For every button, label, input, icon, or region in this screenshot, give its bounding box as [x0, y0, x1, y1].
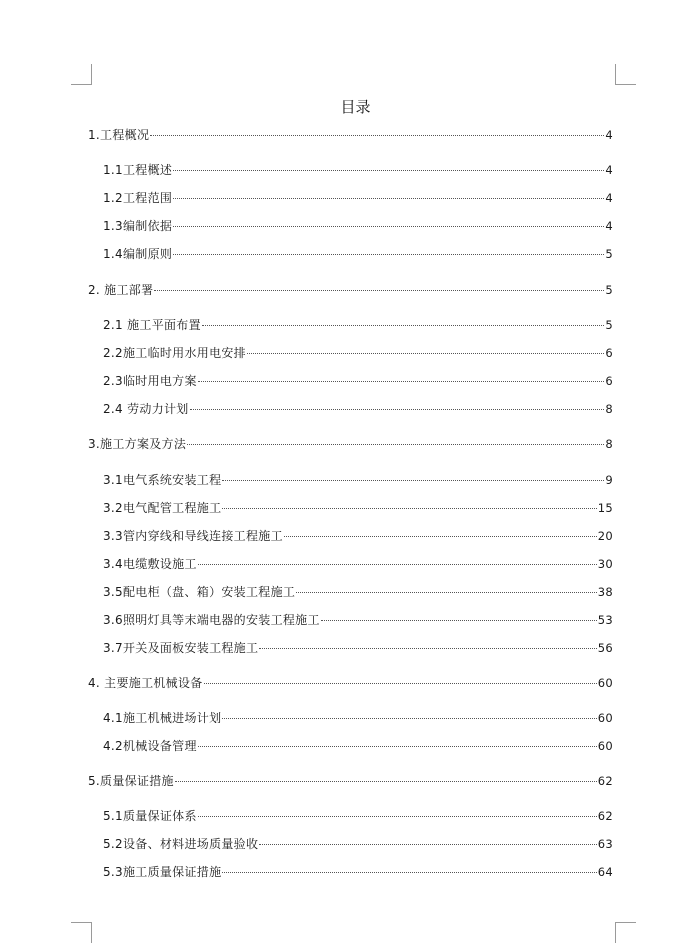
toc-title: 目录	[340, 98, 371, 116]
toc-entry[interactable]	[0, 863, 689, 883]
toc-entry[interactable]	[0, 344, 689, 364]
dot-leader	[173, 198, 604, 199]
toc-entry-page: 38	[597, 585, 613, 599]
toc-entry-page: 53	[597, 613, 613, 627]
toc-entry-page: 8	[605, 437, 613, 451]
toc-entry-page: 9	[605, 473, 613, 487]
toc-entry[interactable]	[0, 527, 689, 547]
toc-entry-label: 3.6照明灯具等末端电器的安装工程施工	[103, 613, 320, 627]
toc-entry[interactable]	[0, 674, 689, 694]
dot-leader	[204, 683, 597, 684]
toc-entry[interactable]	[0, 316, 689, 336]
toc-entry[interactable]	[0, 161, 689, 181]
toc-entry-label: 5.3施工质量保证措施	[103, 865, 222, 879]
toc-entry-page: 4	[605, 163, 613, 177]
toc-entry-label: 3.7开关及面板安装工程施工	[103, 641, 259, 655]
toc-entry-label: 2. 施工部署	[88, 283, 154, 297]
toc-entry-label: 3.2电气配管工程施工	[103, 501, 222, 515]
toc-entry-label: 1.1工程概述	[103, 163, 173, 177]
toc-entry-page: 5	[605, 247, 613, 261]
toc-entry[interactable]	[0, 217, 689, 237]
dot-leader	[222, 718, 596, 719]
toc-entry-label: 5.质量保证措施	[88, 774, 174, 788]
toc-entry-label: 4.2机械设备管理	[103, 739, 197, 753]
toc-entry-page: 4	[605, 219, 613, 233]
toc-entry-page: 6	[605, 374, 613, 388]
dot-leader	[222, 480, 604, 481]
toc-entry[interactable]	[0, 126, 689, 146]
toc-entry-page: 56	[597, 641, 613, 655]
dot-leader	[247, 353, 604, 354]
toc-entry-label: 2.2施工临时用水用电安排	[103, 346, 246, 360]
toc-entry-label: 1.2工程范围	[103, 191, 173, 205]
dot-leader	[173, 254, 604, 255]
dot-leader	[150, 135, 604, 136]
dot-leader	[190, 409, 605, 410]
toc-entry-page: 5	[605, 318, 613, 332]
toc-entry-label: 3.3管内穿线和导线连接工程施工	[103, 529, 283, 543]
toc-entry-label: 3.5配电柜（盘、箱）安装工程施工	[103, 585, 296, 599]
dot-leader	[259, 648, 596, 649]
toc-entry[interactable]	[0, 499, 689, 519]
toc-entry[interactable]	[0, 737, 689, 757]
toc-entry[interactable]	[0, 471, 689, 491]
toc-entry-page: 60	[597, 676, 613, 690]
toc-entry-label: 5.2设备、材料进场质量验收	[103, 837, 259, 851]
toc-entry[interactable]	[0, 555, 689, 575]
toc-entry-page: 15	[597, 501, 613, 515]
dot-leader	[173, 226, 604, 227]
toc-entry-label: 5.1质量保证体系	[103, 809, 197, 823]
toc-entry-page: 5	[605, 283, 613, 297]
dot-leader	[198, 381, 605, 382]
toc-entry[interactable]	[0, 400, 689, 420]
dot-leader	[173, 170, 604, 171]
toc-entry-label: 2.3临时用电方案	[103, 374, 197, 388]
toc-entry[interactable]	[0, 372, 689, 392]
toc-entry-page: 60	[597, 711, 613, 725]
dot-leader	[259, 844, 596, 845]
toc-entry[interactable]	[0, 772, 689, 792]
toc-entry[interactable]	[0, 835, 689, 855]
toc-entry-page: 8	[605, 402, 613, 416]
crop-mark-top-right	[615, 64, 636, 85]
toc-entry[interactable]	[0, 639, 689, 659]
dot-leader	[202, 325, 604, 326]
toc-entry[interactable]	[0, 189, 689, 209]
dot-leader	[198, 746, 597, 747]
toc-entry-page: 62	[597, 774, 613, 788]
dot-leader	[296, 592, 597, 593]
toc-entry[interactable]	[0, 611, 689, 631]
toc-entry[interactable]	[0, 583, 689, 603]
toc-entry-label: 3.1电气系统安装工程	[103, 473, 222, 487]
toc-entry[interactable]	[0, 435, 689, 455]
toc-entry-label: 1.4编制原则	[103, 247, 173, 261]
toc-entry-label: 3.4电缆敷设施工	[103, 557, 197, 571]
crop-mark-bottom-right	[615, 922, 636, 943]
dot-leader	[222, 872, 596, 873]
toc-entry-page: 6	[605, 346, 613, 360]
toc-entry-page: 4	[605, 191, 613, 205]
toc-entry-page: 62	[597, 809, 613, 823]
dot-leader	[284, 536, 597, 537]
toc-entry-page: 30	[597, 557, 613, 571]
crop-mark-bottom-left	[71, 922, 92, 943]
toc-entry-label: 1.工程概况	[88, 128, 150, 142]
toc-entry-label: 2.4 劳动力计划	[103, 402, 189, 416]
toc-entry-label: 1.3编制依据	[103, 219, 173, 233]
dot-leader	[222, 508, 596, 509]
toc-entry[interactable]	[0, 807, 689, 827]
toc-entry-page: 4	[605, 128, 613, 142]
toc-entry-label: 3.施工方案及方法	[88, 437, 187, 451]
toc-entry-label: 4. 主要施工机械设备	[88, 676, 203, 690]
toc-entry-page: 60	[597, 739, 613, 753]
dot-leader	[321, 620, 597, 621]
toc-entry-page: 20	[597, 529, 613, 543]
toc-entry-page: 64	[597, 865, 613, 879]
crop-mark-top-left	[71, 64, 92, 85]
dot-leader	[154, 290, 604, 291]
toc-entry-page: 63	[597, 837, 613, 851]
dot-leader	[198, 816, 597, 817]
toc-entry[interactable]	[0, 709, 689, 729]
dot-leader	[198, 564, 597, 565]
toc-entry-label: 4.1施工机械进场计划	[103, 711, 222, 725]
toc-entry-label: 2.1 施工平面布置	[103, 318, 201, 332]
toc-entry[interactable]	[0, 281, 689, 301]
dot-leader	[187, 444, 604, 445]
dot-leader	[175, 781, 597, 782]
toc-entry[interactable]	[0, 245, 689, 265]
